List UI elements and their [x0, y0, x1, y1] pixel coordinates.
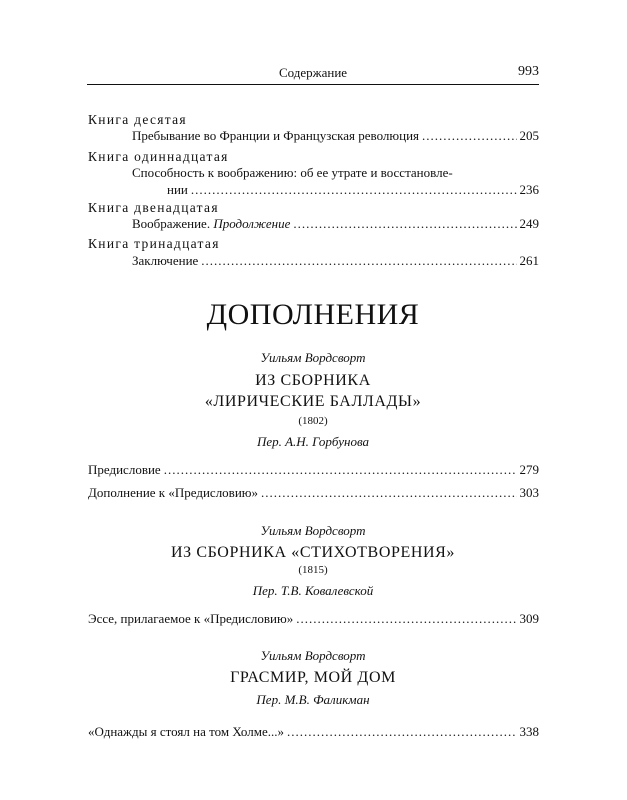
toc-entry-title: Дополнение к «Предисловию» — [88, 485, 258, 500]
toc-entry-title: Заключение — [132, 253, 199, 268]
leader-dots — [293, 216, 516, 232]
book-label: Книга десятая — [88, 112, 187, 127]
toc-entry-page: 279 — [519, 462, 539, 477]
book-label: Книга тринадцатая — [88, 236, 220, 251]
header-page-number: 993 — [518, 64, 539, 79]
toc-entry[interactable] — [88, 724, 539, 740]
leader-dots — [164, 462, 517, 478]
translator: Пер. Т.В. Ковалевской — [252, 583, 374, 598]
leader-dots — [191, 182, 517, 198]
work-title: ИЗ СБОРНИКА «СТИХОТВОРЕНИЯ» — [170, 544, 456, 561]
toc-entry-page: 249 — [519, 216, 539, 231]
work-title: ГРАСМИР, МОЙ ДОМ — [230, 669, 396, 686]
toc-entry[interactable] — [132, 128, 539, 144]
toc-entry[interactable] — [88, 611, 539, 627]
toc-entry-title: Эссе, прилагаемое к «Предисловию» — [88, 611, 294, 626]
toc-entry-title-continued: нии — [167, 182, 188, 197]
toc-entry-page: 205 — [519, 128, 539, 143]
author: Уильям Вордсворт — [260, 350, 366, 365]
leader-dots — [422, 128, 516, 144]
translator: Пер. А.Н. Горбунова — [256, 434, 370, 449]
work-title: «ЛИРИЧЕСКИЕ БАЛЛАДЫ» — [204, 393, 422, 410]
toc-entry-page: 309 — [519, 611, 539, 626]
toc-entry-title: «Однажды я стоял на том Холме...» — [88, 724, 284, 739]
leader-dots — [261, 485, 517, 501]
toc-entry-title: Пребывание во Франции и Французская революция — [132, 128, 420, 143]
toc-entry-page: 236 — [519, 182, 539, 197]
leader-dots — [287, 724, 517, 740]
work-title: ИЗ СБОРНИКА — [255, 372, 371, 389]
toc-entry-title[interactable]: Способность к воображению: об ее утрате и восстановле- — [132, 165, 453, 180]
translator: Пер. М.В. Фаликман — [256, 692, 370, 707]
section-title: ДОПОЛНЕНИЯ — [206, 298, 420, 331]
running-header — [87, 62, 539, 84]
author: Уильям Вордсворт — [260, 648, 366, 663]
toc-entry-page: 261 — [519, 253, 539, 268]
toc-entry-page: 303 — [519, 485, 539, 500]
toc-entry-title-plain: Воображение. — [132, 216, 211, 231]
toc-entry-title — [132, 216, 290, 232]
toc-entry-title: Предисловие — [88, 462, 161, 477]
toc-entry[interactable] — [167, 182, 539, 198]
toc-entry[interactable] — [132, 216, 539, 232]
toc-entry-page: 338 — [519, 724, 539, 739]
toc-entry[interactable] — [132, 253, 539, 269]
header-title: Содержание — [278, 65, 348, 80]
book-label: Книга одиннадцатая — [88, 149, 229, 164]
work-year: (1802) — [298, 415, 328, 427]
leader-dots — [201, 253, 516, 269]
header-rule — [87, 84, 539, 85]
work-year: (1815) — [298, 564, 328, 576]
author: Уильям Вордсворт — [260, 523, 366, 538]
toc-entry[interactable] — [88, 485, 539, 501]
toc-entry[interactable] — [88, 462, 539, 478]
leader-dots — [296, 611, 516, 627]
toc-entry-title-italic: Продолжение — [213, 216, 291, 231]
book-label: Книга двенадцатая — [88, 200, 219, 215]
